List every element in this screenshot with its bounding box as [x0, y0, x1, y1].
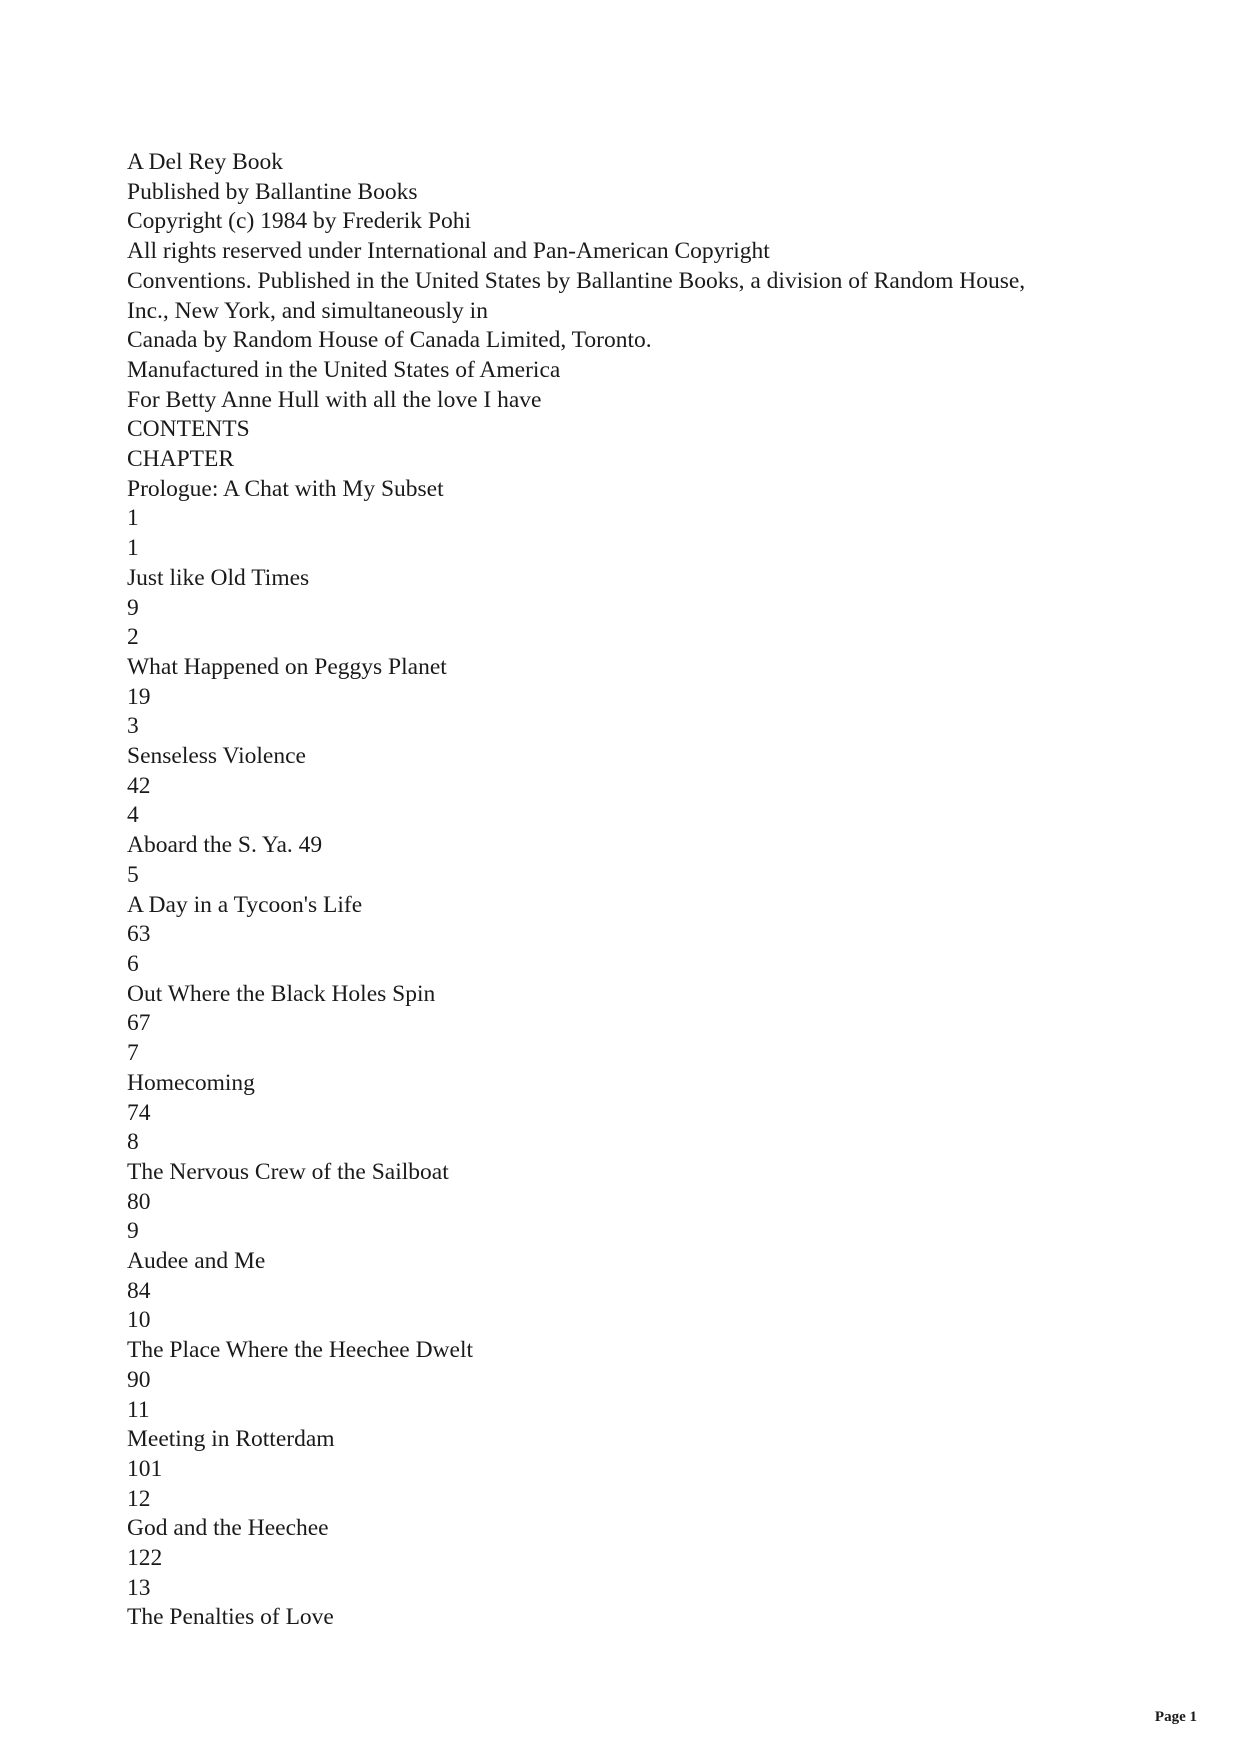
- toc-line: What Happened on Peggys Planet: [127, 653, 447, 680]
- toc-line: 63: [127, 921, 151, 948]
- toc-line: 9: [127, 1218, 139, 1245]
- toc-line: 9: [127, 594, 139, 621]
- toc-line: 74: [127, 1099, 151, 1126]
- toc-line: 4: [127, 802, 139, 829]
- toc-line: 6: [127, 950, 139, 977]
- toc-line: The Place Where the Heechee Dwelt: [127, 1337, 474, 1364]
- toc-line: 67: [127, 1010, 151, 1037]
- front-matter-line: A Del Rey Book: [127, 149, 284, 175]
- table-of-contents: [127, 475, 1127, 1633]
- toc-line: 7: [127, 1040, 139, 1067]
- toc-line: 90: [127, 1366, 151, 1393]
- front-matter-line: Published by Ballantine Books: [127, 178, 418, 205]
- dedication-line: For Betty Anne Hull with all the love I have: [127, 386, 542, 413]
- toc-line: Meeting in Rotterdam: [127, 1426, 335, 1453]
- front-matter-line: Manufactured in the United States of America: [127, 356, 561, 383]
- page-number: Page 1: [1154, 1709, 1197, 1725]
- toc-line: 3: [127, 713, 139, 740]
- page-content: [127, 148, 1127, 1633]
- toc-line: 10: [127, 1307, 151, 1334]
- toc-line: 2: [127, 624, 139, 651]
- front-matter-line: All rights reserved under International and Pan-American Copyright: [127, 238, 770, 265]
- front-matter-line: Inc., New York, and simultaneously in: [127, 297, 488, 324]
- toc-line: 84: [127, 1277, 151, 1304]
- contents-heading: CONTENTS: [127, 416, 250, 443]
- toc-line: Senseless Violence: [127, 743, 306, 770]
- toc-line: The Penalties of Love: [127, 1604, 334, 1631]
- toc-line: The Nervous Crew of the Sailboat: [127, 1158, 449, 1185]
- front-matter-line: Canada by Random House of Canada Limited, Toronto.: [127, 327, 652, 354]
- chapter-heading: CHAPTER: [127, 446, 235, 473]
- toc-line: 1: [127, 535, 139, 562]
- toc-line: Homecoming: [127, 1069, 255, 1096]
- front-matter-line: Conventions. Published in the United States by Ballantine Books, a division of Random House,: [127, 267, 1026, 294]
- toc-line: 1: [127, 505, 139, 532]
- front-matter-line: Copyright (c) 1984 by Frederik Pohi: [127, 208, 471, 235]
- toc-line: Prologue: A Chat with My Subset: [127, 475, 444, 502]
- toc-line: 12: [127, 1485, 151, 1512]
- toc-line: 42: [127, 772, 151, 799]
- toc-line: 5: [127, 861, 139, 888]
- toc-line: God and the Heechee: [127, 1515, 329, 1542]
- toc-line: 8: [127, 1129, 139, 1156]
- toc-line: 101: [127, 1455, 163, 1482]
- toc-line: 13: [127, 1574, 151, 1601]
- toc-line: 122: [127, 1545, 163, 1572]
- front-matter: [127, 148, 1127, 415]
- toc-line: Just like Old Times: [127, 564, 310, 591]
- toc-line: 80: [127, 1188, 151, 1215]
- toc-line: 19: [127, 683, 151, 710]
- toc-line: A Day in a Tycoon's Life: [127, 891, 363, 918]
- toc-line: 11: [127, 1396, 150, 1423]
- toc-line: Out Where the Black Holes Spin: [127, 980, 436, 1007]
- toc-line: Aboard the S. Ya. 49: [127, 832, 323, 859]
- toc-line: Audee and Me: [127, 1248, 266, 1275]
